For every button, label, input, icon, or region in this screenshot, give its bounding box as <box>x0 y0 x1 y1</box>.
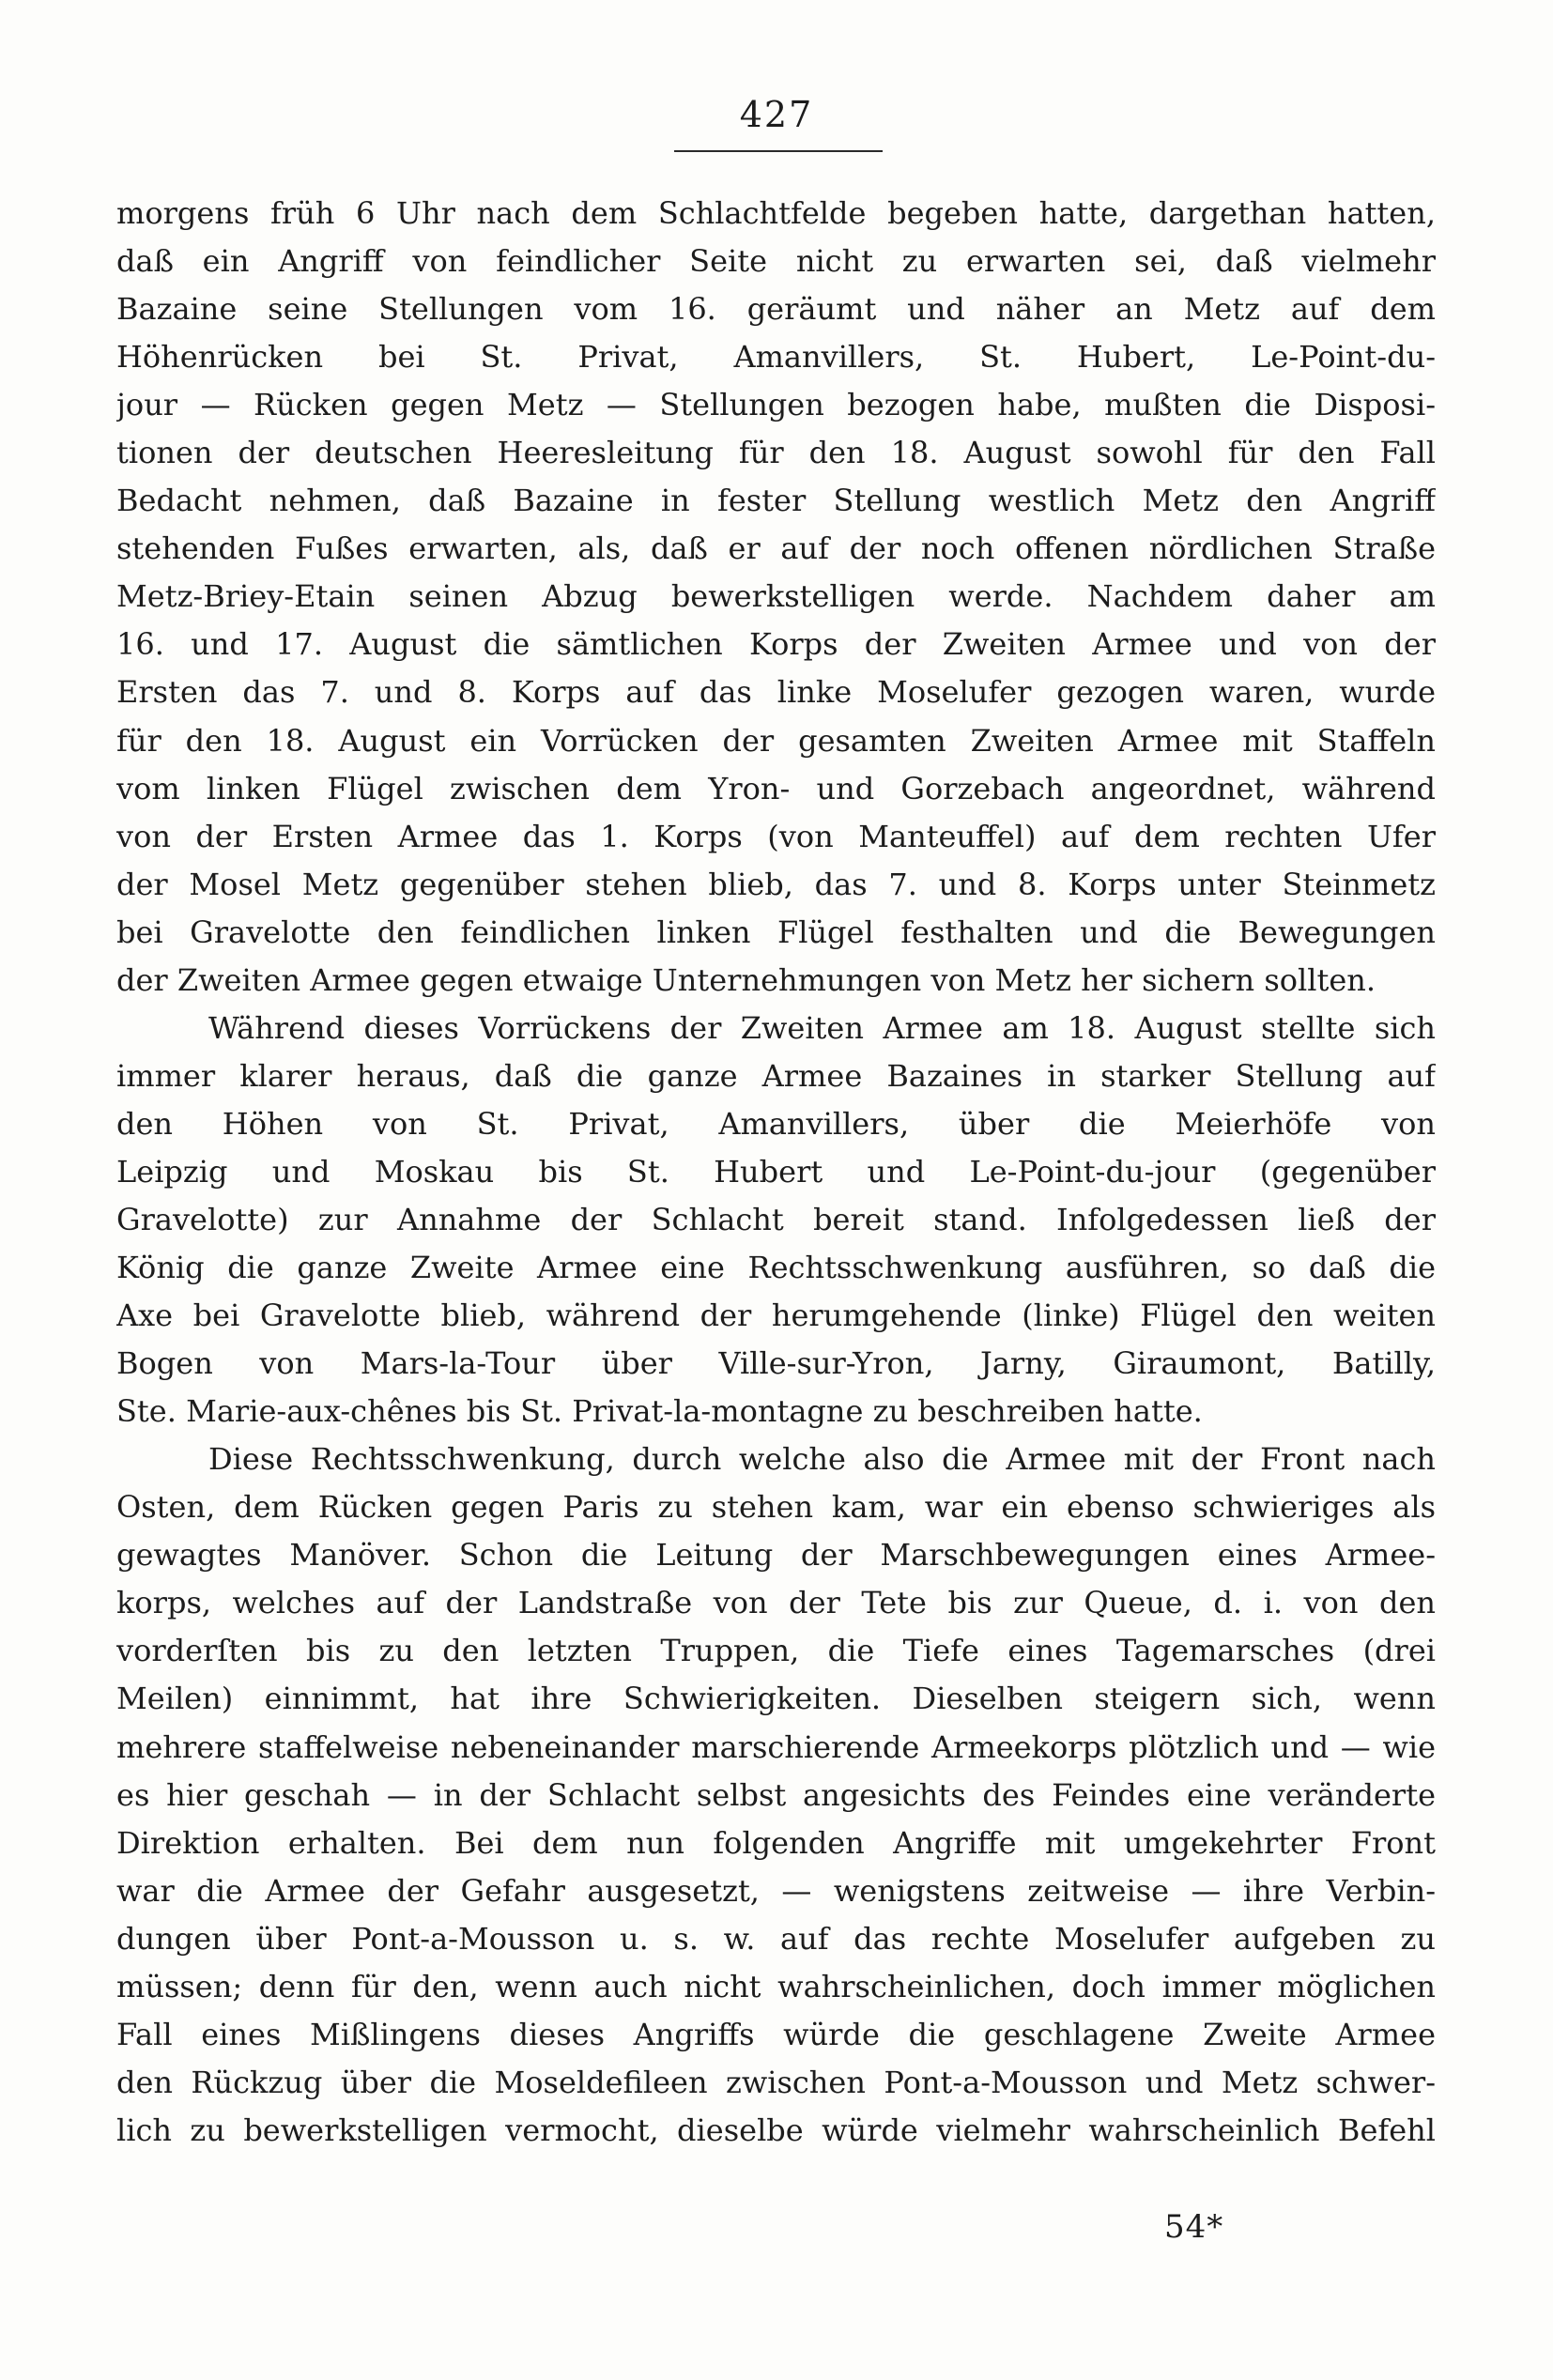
text-line: Metz-Briey-Etain seinen Abzug bewerkstelligen werde. Nachdem daher am <box>116 578 1436 615</box>
text-line: von der Ersten Armee das 1. Korps (von Manteuffel) auf dem rechten Ufer <box>116 818 1436 854</box>
page-number: 427 <box>739 94 814 135</box>
text-line: 16. und 17. August die sämtlichen Korps der Zweiten Armee und von der <box>116 626 1436 663</box>
text-line: bei Gravelotte den feindlichen linken Flügel festhalten und die Bewegungen <box>116 914 1436 950</box>
text-line: Bazaine seine Stellungen vom 16. geräumt und näher an Metz auf dem <box>116 291 1436 328</box>
header-rule <box>674 150 883 152</box>
text-line: Direktion erhalten. Bei dem nun folgenden Angriffe mit umgekehrter Front <box>116 1824 1436 1861</box>
text-line: lich zu bewerkstelligen vermocht, dieselbe würde vielmehr wahrscheinlich Befehl <box>116 2111 1436 2148</box>
text-line: den Rückzug über die Moseldefileen zwischen Pont-a-Mousson und Metz schwer- <box>116 2064 1436 2100</box>
text-line: Bogen von Mars-la-Tour über Ville-sur-Yron, Jarny, Giraumont, Batilly, <box>116 1345 1436 1382</box>
text-line: der Zweiten Armee gegen etwaige Unternehmungen von Metz her sichern sollten. <box>116 961 1376 998</box>
text-line: für den 18. August ein Vorrücken der gesamten Zweiten Armee mit Staffeln <box>116 722 1436 759</box>
text-line: Axe bei Gravelotte blieb, während der herumgehende (linke) Flügel den weiten <box>116 1297 1436 1334</box>
text-line: tionen der deutschen Heeresleitung für den 18. August sowohl für den Fall <box>116 435 1436 471</box>
text-line: daß ein Angriff von feindlicher Seite nicht zu erwarten sei, daß vielmehr <box>116 243 1436 280</box>
text-line: Meilen) einnimmt, hat ihre Schwierigkeiten. Dieselben steigern sich, wenn <box>116 1681 1436 1717</box>
text-line: korps, welches auf der Landstraße von der Tete bis zur Queue, d. i. von den <box>116 1585 1436 1621</box>
text-line: vom linken Flügel zwischen dem Yron- und Gorzebach angeordnet, während <box>116 770 1436 806</box>
text-line: war die Armee der Gefahr ausgesetzt, — wenigstens zeitweise — ihre Verbin- <box>116 1872 1436 1909</box>
text-line: Leipzig und Moskau bis St. Hubert und Le-Point-du-jour (gegenüber <box>116 1153 1436 1190</box>
text-line: mehrere staffelweise nebeneinander marschierende Armeekorps plötzlich und — wie <box>116 1728 1436 1765</box>
text-line: müssen; denn für den, wenn auch nicht wahrscheinlichen, doch immer möglichen <box>116 1968 1436 2004</box>
text-line: der Mosel Metz gegenüber stehen blieb, das 7. und 8. Korps unter Steinmetz <box>116 866 1436 902</box>
text-line: Höhenrücken bei St. Privat, Amanvillers, St. Hubert, Le-Point-du- <box>116 339 1436 376</box>
text-line: Ste. Marie-aux-chênes bis St. Privat-la-montagne zu beschreiben hatte. <box>116 1393 1203 1430</box>
paragraph-start-line: Diese Rechtsschwenkung, durch welche also die Armee mit der Front nach <box>208 1441 1436 1478</box>
text-line: morgens früh 6 Uhr nach dem Schlachtfelde begeben hatte, dargethan hatten, <box>116 195 1436 231</box>
text-line: Fall eines Mißlingens dieses Angriffs würde die geschlagene Zweite Armee <box>116 2016 1436 2052</box>
text-line: König die ganze Zweite Armee eine Rechtsschwenkung ausführen, so daß die <box>116 1250 1436 1286</box>
printer-signature-mark: 54* <box>1164 2208 1224 2246</box>
text-line: dungen über Pont-a-Mousson u. s. w. auf das rechte Moselufer aufgeben zu <box>116 1920 1436 1957</box>
text-line: Osten, dem Rücken gegen Paris zu stehen kam, war ein ebenso schwieriges als <box>116 1489 1436 1526</box>
text-line: stehenden Fußes erwarten, als, daß er auf der noch offenen nördlichen Straße <box>116 530 1436 567</box>
text-line: jour — Rücken gegen Metz — Stellungen bezogen habe, mußten die Disposi- <box>116 387 1436 423</box>
text-line: es hier geschah — in der Schlacht selbst angesichts des Feindes eine veränderte <box>116 1776 1436 1813</box>
text-line: vorderſten bis zu den letzten Truppen, die Tiefe eines Tagemarsches (drei <box>116 1633 1436 1669</box>
paragraph-start-line: Während dieses Vorrückens der Zweiten Armee am 18. August stellte sich <box>208 1009 1436 1046</box>
text-line: den Höhen von St. Privat, Amanvillers, über die Meierhöfe von <box>116 1105 1436 1142</box>
text-line: Gravelotte) zur Annahme der Schlacht bereit stand. Infolgedessen ließ der <box>116 1201 1436 1237</box>
text-line: immer klarer heraus, daß die ganze Armee Bazaines in starker Stellung auf <box>116 1057 1436 1094</box>
text-line: gewagtes Manöver. Schon die Leitung der Marschbewegungen eines Armee- <box>116 1537 1436 1574</box>
text-line: Bedacht nehmen, daß Bazaine in fester Stellung westlich Metz den Angriff <box>116 483 1436 519</box>
body-text <box>116 190 1436 2155</box>
text-line: Ersten das 7. und 8. Korps auf das linke Moselufer gezogen waren, wurde <box>116 674 1436 711</box>
